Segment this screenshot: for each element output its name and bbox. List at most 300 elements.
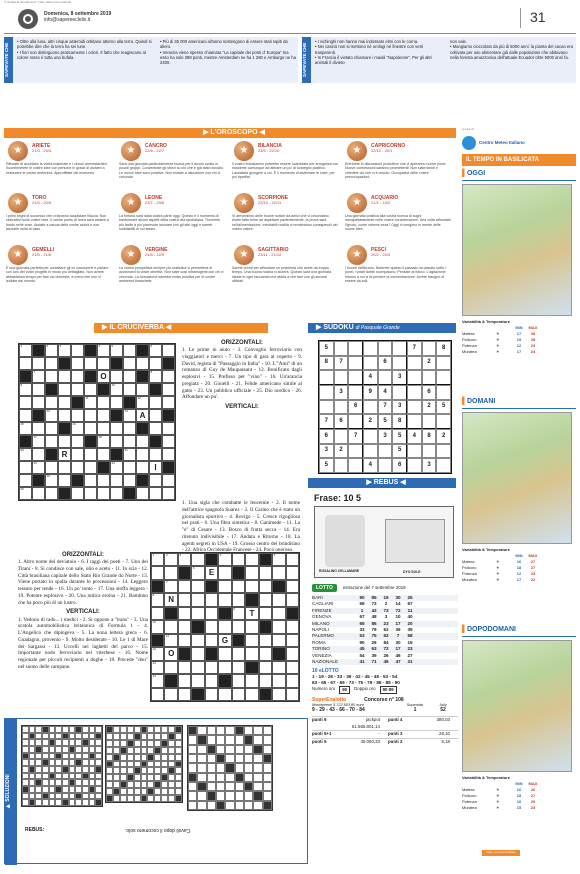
crossword-cell[interactable] — [97, 487, 110, 500]
crossword-cell[interactable] — [245, 674, 258, 687]
sudoku-cell[interactable] — [407, 370, 422, 385]
crossword-cell[interactable]: 5 — [110, 344, 123, 357]
crossword-cell[interactable] — [136, 461, 149, 474]
crossword-cell[interactable]: 4 — [97, 344, 110, 357]
crossword-cell[interactable] — [259, 634, 272, 647]
sudoku-cell[interactable]: 6 — [422, 385, 437, 400]
sudoku-cell[interactable] — [422, 341, 437, 356]
sudoku-cell[interactable] — [407, 444, 422, 459]
crossword-cell[interactable] — [45, 487, 58, 500]
crossword-cell[interactable] — [110, 487, 123, 500]
crossword-cell[interactable] — [205, 634, 218, 647]
crossword-cell[interactable] — [245, 688, 258, 701]
crossword-cell[interactable] — [191, 607, 204, 620]
crossword-cell[interactable]: 21 — [123, 448, 136, 461]
crossword-cell[interactable]: 13 — [45, 409, 58, 422]
crossword-cell[interactable] — [272, 688, 285, 701]
sudoku-cell[interactable] — [319, 385, 334, 400]
crossword-cell[interactable] — [178, 674, 191, 687]
crossword-grid-2[interactable] — [150, 552, 300, 702]
sudoku-cell[interactable] — [348, 444, 363, 459]
crossword-cell[interactable] — [45, 461, 58, 474]
sudoku-cell[interactable] — [334, 429, 349, 444]
crossword-cell[interactable] — [178, 580, 191, 593]
crossword-cell[interactable] — [286, 661, 299, 674]
crossword-cell[interactable] — [232, 580, 245, 593]
crossword-cell[interactable]: 17 — [32, 435, 45, 448]
crossword-cell[interactable] — [245, 553, 258, 566]
crossword-cell[interactable] — [123, 370, 136, 383]
crossword-cell[interactable] — [178, 620, 191, 633]
crossword-cell[interactable]: 5 — [272, 553, 285, 566]
crossword-cell[interactable] — [162, 383, 175, 396]
crossword-cell[interactable] — [97, 396, 110, 409]
crossword-cell[interactable] — [84, 357, 97, 370]
crossword-cell[interactable] — [136, 357, 149, 370]
crossword-cell[interactable] — [286, 620, 299, 633]
sudoku-cell[interactable] — [407, 458, 422, 473]
crossword-cell[interactable] — [32, 422, 45, 435]
crossword-cell[interactable]: 23 — [32, 461, 45, 474]
crossword-cell[interactable]: 11 — [84, 396, 97, 409]
crossword-cell[interactable]: 3 — [58, 344, 71, 357]
crossword-cell[interactable] — [110, 396, 123, 409]
sudoku-cell[interactable] — [334, 370, 349, 385]
crossword-cell[interactable] — [286, 566, 299, 579]
crossword-cell[interactable] — [286, 688, 299, 701]
crossword-cell[interactable]: 7 — [164, 580, 177, 593]
crossword-cell[interactable] — [272, 607, 285, 620]
crossword-cell[interactable]: 11 — [164, 634, 177, 647]
crossword-cell[interactable] — [32, 487, 45, 500]
crossword-cell[interactable] — [32, 357, 45, 370]
crossword-cell[interactable] — [286, 647, 299, 660]
crossword-cell[interactable] — [191, 647, 204, 660]
sudoku-cell[interactable] — [378, 341, 393, 356]
crossword-cell[interactable] — [97, 357, 110, 370]
crossword-cell[interactable] — [191, 661, 204, 674]
crossword-cell[interactable] — [110, 370, 123, 383]
sudoku-cell[interactable]: 7 — [407, 341, 422, 356]
crossword-cell[interactable] — [149, 396, 162, 409]
crossword-cell[interactable] — [45, 422, 58, 435]
crossword-cell[interactable] — [218, 688, 231, 701]
crossword-cell[interactable]: 10 — [110, 383, 123, 396]
crossword-cell[interactable] — [259, 593, 272, 606]
sudoku-cell[interactable]: 2 — [436, 429, 451, 444]
crossword-cell[interactable] — [164, 620, 177, 633]
crossword-cell[interactable] — [149, 409, 162, 422]
sudoku-cell[interactable]: 3 — [334, 385, 349, 400]
crossword-cell[interactable]: 14 — [151, 674, 164, 687]
crossword-cell[interactable] — [84, 422, 97, 435]
crossword-cell[interactable] — [151, 607, 164, 620]
crossword-cell[interactable] — [191, 674, 204, 687]
crossword-cell[interactable] — [205, 620, 218, 633]
crossword-cell[interactable] — [58, 435, 71, 448]
crossword-cell[interactable]: R — [58, 448, 71, 461]
crossword-cell[interactable] — [71, 370, 84, 383]
sudoku-cell[interactable] — [436, 444, 451, 459]
sudoku-cell[interactable]: 8 — [422, 429, 437, 444]
crossword-cell[interactable]: O — [164, 647, 177, 660]
crossword-cell[interactable] — [218, 661, 231, 674]
crossword-cell[interactable]: 24 — [110, 461, 123, 474]
crossword-cell[interactable]: 16 — [71, 422, 84, 435]
sudoku-cell[interactable] — [334, 341, 349, 356]
sudoku-cell[interactable] — [436, 414, 451, 429]
sudoku-cell[interactable] — [407, 385, 422, 400]
crossword-cell[interactable] — [178, 634, 191, 647]
crossword-cell[interactable] — [164, 566, 177, 579]
crossword-cell[interactable] — [45, 370, 58, 383]
crossword-cell[interactable] — [149, 487, 162, 500]
crossword-cell[interactable] — [205, 688, 218, 701]
sudoku-cell[interactable] — [378, 370, 393, 385]
crossword-cell[interactable]: 8 — [151, 593, 164, 606]
crossword-cell[interactable] — [164, 661, 177, 674]
crossword-cell[interactable] — [218, 620, 231, 633]
sudoku-cell[interactable]: 8 — [319, 356, 334, 371]
crossword-cell[interactable]: 7 — [32, 370, 45, 383]
sudoku-cell[interactable]: 4 — [407, 429, 422, 444]
crossword-grid-1[interactable] — [18, 343, 176, 501]
crossword-cell[interactable] — [71, 435, 84, 448]
crossword-cell[interactable]: O — [97, 370, 110, 383]
sudoku-cell[interactable] — [392, 341, 407, 356]
crossword-cell[interactable]: 1 — [19, 344, 32, 357]
sudoku-cell[interactable]: 5 — [392, 444, 407, 459]
crossword-cell[interactable] — [71, 448, 84, 461]
crossword-cell[interactable] — [149, 448, 162, 461]
sudoku-cell[interactable]: 6 — [392, 458, 407, 473]
crossword-cell[interactable] — [84, 448, 97, 461]
crossword-cell[interactable] — [19, 409, 32, 422]
sudoku-cell[interactable]: 5 — [392, 429, 407, 444]
crossword-cell[interactable] — [84, 409, 97, 422]
crossword-cell[interactable] — [58, 383, 71, 396]
crossword-cell[interactable] — [32, 396, 45, 409]
crossword-cell[interactable] — [151, 566, 164, 579]
crossword-cell[interactable]: 2 — [45, 344, 58, 357]
sudoku-cell[interactable]: 7 — [319, 414, 334, 429]
sudoku-cell[interactable] — [363, 400, 378, 415]
sudoku-cell[interactable]: 7 — [348, 429, 363, 444]
crossword-cell[interactable] — [84, 461, 97, 474]
crossword-cell[interactable] — [19, 461, 32, 474]
crossword-cell[interactable] — [245, 647, 258, 660]
crossword-cell[interactable] — [286, 674, 299, 687]
crossword-cell[interactable]: E — [205, 566, 218, 579]
crossword-cell[interactable] — [136, 487, 149, 500]
crossword-cell[interactable] — [286, 580, 299, 593]
sudoku-cell[interactable] — [422, 370, 437, 385]
sudoku-cell[interactable]: 5 — [436, 400, 451, 415]
sudoku-cell[interactable] — [407, 356, 422, 371]
crossword-cell[interactable] — [123, 383, 136, 396]
sudoku-cell[interactable] — [348, 458, 363, 473]
crossword-cell[interactable] — [123, 435, 136, 448]
crossword-cell[interactable]: 10 — [151, 620, 164, 633]
crossword-cell[interactable]: 6 — [149, 344, 162, 357]
sudoku-cell[interactable]: 5 — [319, 458, 334, 473]
crossword-cell[interactable] — [149, 357, 162, 370]
crossword-cell[interactable]: 14 — [123, 409, 136, 422]
sudoku-cell[interactable] — [436, 370, 451, 385]
crossword-cell[interactable] — [162, 370, 175, 383]
sudoku-cell[interactable]: 3 — [378, 429, 393, 444]
sudoku-cell[interactable]: 8 — [436, 341, 451, 356]
crossword-cell[interactable]: 20 — [19, 448, 32, 461]
sudoku-cell[interactable] — [407, 414, 422, 429]
sudoku-cell[interactable] — [319, 370, 334, 385]
crossword-cell[interactable] — [259, 580, 272, 593]
crossword-cell[interactable] — [232, 553, 245, 566]
crossword-cell[interactable] — [162, 344, 175, 357]
crossword-cell[interactable] — [84, 487, 97, 500]
crossword-cell[interactable] — [71, 357, 84, 370]
crossword-cell[interactable] — [286, 593, 299, 606]
crossword-cell[interactable]: 12 — [151, 647, 164, 660]
sudoku-cell[interactable] — [436, 458, 451, 473]
crossword-cell[interactable] — [71, 344, 84, 357]
sudoku-cell[interactable] — [363, 341, 378, 356]
sudoku-cell[interactable]: 3 — [392, 400, 407, 415]
crossword-cell[interactable] — [191, 634, 204, 647]
crossword-cell[interactable] — [205, 593, 218, 606]
crossword-cell[interactable]: 6 — [191, 566, 204, 579]
crossword-cell[interactable] — [149, 474, 162, 487]
crossword-cell[interactable] — [218, 580, 231, 593]
crossword-cell[interactable] — [218, 566, 231, 579]
solution-cell — [168, 774, 175, 781]
sudoku-cell[interactable] — [334, 458, 349, 473]
crossword-cell[interactable]: 3 — [178, 553, 191, 566]
sudoku-cell[interactable]: 2 — [422, 400, 437, 415]
sudoku-cell[interactable]: 2 — [422, 356, 437, 371]
crossword-cell[interactable] — [272, 620, 285, 633]
crossword-cell[interactable] — [97, 474, 110, 487]
sudoku-cell[interactable]: 4 — [363, 370, 378, 385]
crossword-cell[interactable] — [19, 474, 32, 487]
crossword-cell[interactable] — [205, 607, 218, 620]
crossword-cell[interactable] — [162, 422, 175, 435]
sudoku-cell[interactable]: 6 — [319, 429, 334, 444]
sudoku-cell[interactable]: 6 — [334, 414, 349, 429]
crossword-cell[interactable] — [110, 435, 123, 448]
sudoku-cell[interactable]: 3 — [422, 458, 437, 473]
sudoku-cell[interactable] — [348, 370, 363, 385]
sudoku-cell[interactable] — [348, 385, 363, 400]
crossword-cell[interactable]: 9 — [19, 383, 32, 396]
crossword-cell[interactable]: 9 — [232, 607, 245, 620]
crossword-cell[interactable] — [84, 474, 97, 487]
crossword-cell[interactable] — [259, 661, 272, 674]
sudoku-cell[interactable] — [392, 356, 407, 371]
crossword-cell[interactable] — [45, 435, 58, 448]
crossword-cell[interactable] — [123, 474, 136, 487]
crossword-cell[interactable] — [272, 661, 285, 674]
crossword-cell[interactable] — [97, 448, 110, 461]
crossword-cell[interactable]: 18 — [97, 435, 110, 448]
sudoku-cell[interactable] — [334, 400, 349, 415]
orizzontali-clues: 1. Le prime in aiuto - 3. Convoglio ferroviario con viaggiatori e merci - 7. Un tipo di gara al coperto - 9. David, regista di "Passaggio in India" - 10. L'"Ami" di un romanzo di Guy de Maupassant - 12. Bonificato dagli esplosivi - 15. Prefisso per "vino" - 16. Un'arancia pregiata - 20. Gioielli - 21. Felide americano simile al gatto - 23. Un pubblico ufficiale - 25. Dio nordico - 26. Affondare un po'. — [182, 347, 302, 401]
crossword-cell[interactable] — [218, 593, 231, 606]
sudoku-cell[interactable] — [348, 414, 363, 429]
crossword-cell[interactable]: N — [164, 593, 177, 606]
sudoku-cell[interactable]: 8 — [392, 414, 407, 429]
crossword-cell[interactable] — [162, 435, 175, 448]
crossword-cell[interactable] — [232, 593, 245, 606]
crossword-cell[interactable] — [245, 634, 258, 647]
crossword-cell[interactable] — [151, 688, 164, 701]
crossword-cell[interactable]: I — [149, 461, 162, 474]
crossword-cell[interactable] — [286, 553, 299, 566]
crossword-cell[interactable] — [45, 396, 58, 409]
sudoku-cell[interactable]: 7 — [334, 356, 349, 371]
crossword-cell[interactable] — [178, 661, 191, 674]
sudoku-cell[interactable]: 6 — [378, 356, 393, 371]
crossword-cell[interactable] — [58, 474, 71, 487]
crossword-cell[interactable] — [71, 409, 84, 422]
crossword-cell[interactable] — [123, 344, 136, 357]
crossword-cell[interactable] — [232, 661, 245, 674]
crossword-cell[interactable] — [97, 422, 110, 435]
sudoku-cell[interactable] — [378, 458, 393, 473]
crossword-cell[interactable] — [205, 661, 218, 674]
crossword-cell[interactable] — [162, 487, 175, 500]
crossword-cell[interactable] — [32, 383, 45, 396]
sudoku-cell[interactable]: 9 — [363, 385, 378, 400]
crossword-cell[interactable] — [178, 607, 191, 620]
sudoku-cell[interactable] — [348, 356, 363, 371]
crossword-cell[interactable] — [58, 409, 71, 422]
crossword-cell[interactable] — [272, 674, 285, 687]
crossword-cell[interactable] — [162, 474, 175, 487]
crossword-cell[interactable] — [245, 566, 258, 579]
crossword-cell[interactable] — [162, 448, 175, 461]
crossword-cell[interactable] — [259, 566, 272, 579]
sudoku-cell[interactable] — [319, 400, 334, 415]
crossword-cell[interactable]: 13 — [151, 661, 164, 674]
crossword-cell[interactable] — [178, 688, 191, 701]
crossword-cell[interactable] — [218, 647, 231, 660]
crossword-cell[interactable] — [136, 435, 149, 448]
crossword-cell[interactable] — [232, 674, 245, 687]
sudoku-cell[interactable]: 4 — [378, 385, 393, 400]
crossword-cell[interactable] — [58, 370, 71, 383]
sudoku-cell[interactable] — [392, 385, 407, 400]
crossword-cell[interactable] — [245, 580, 258, 593]
crossword-cell[interactable] — [97, 409, 110, 422]
crossword-cell[interactable] — [178, 593, 191, 606]
crossword-cell[interactable] — [84, 383, 97, 396]
crossword-cell[interactable] — [32, 448, 45, 461]
sudoku-cell[interactable] — [422, 414, 437, 429]
crossword-cell[interactable] — [110, 474, 123, 487]
crossword-cell[interactable]: 26 — [19, 487, 32, 500]
sudoku-cell[interactable] — [436, 356, 451, 371]
crossword-cell[interactable] — [136, 448, 149, 461]
sudoku-cell[interactable] — [378, 444, 393, 459]
crossword-cell[interactable]: A — [136, 409, 149, 422]
header-email[interactable]: info@sapereeclelix.it — [44, 17, 91, 23]
crossword-cell[interactable] — [123, 461, 136, 474]
crossword-cell[interactable] — [259, 607, 272, 620]
sudoku-cell[interactable]: 6 — [348, 400, 363, 415]
crossword-cell[interactable] — [110, 422, 123, 435]
crossword-cell[interactable] — [259, 674, 272, 687]
sudoku-cell[interactable] — [436, 385, 451, 400]
sudoku-cell[interactable]: 5 — [378, 414, 393, 429]
crossword-cell[interactable] — [58, 461, 71, 474]
sudoku-cell[interactable]: 5 — [319, 341, 334, 356]
sudoku-cell[interactable] — [363, 444, 378, 459]
crossword-cell[interactable]: 4 — [218, 553, 231, 566]
crossword-cell[interactable]: 12 — [136, 396, 149, 409]
sudoku-grid[interactable] — [318, 340, 452, 474]
crossword-cell[interactable] — [191, 593, 204, 606]
crossword-cell[interactable] — [191, 553, 204, 566]
crossword-cell[interactable] — [123, 357, 136, 370]
sudoku-cell[interactable] — [348, 341, 363, 356]
crossword-cell[interactable] — [272, 566, 285, 579]
crossword-cell[interactable] — [123, 422, 136, 435]
crossword-cell[interactable]: 2 — [164, 553, 177, 566]
crossword-cell[interactable]: G — [218, 634, 231, 647]
crossword-cell[interactable] — [71, 383, 84, 396]
verticali-clues-text: 1. Una sigla che combatte le leucemie - 2. Il nome dell'attrice spagnola Suarez - 3. Il Carino che è stato un giornalista sportivo - 4. Rovigo - 5. Cresce rigogliosa nei prati - 6. Una fibra sintetica - 8. Ganimede - 11. La "e" di Cesare - 13. Bosco di frutta secca - 14. Era ritenuto indivisibile - 17. Andata e Ritorno - 18. La agenti segreti in USA - 19. Grosso centro del brindisino - 22. Africa Occidentale Francese - 24. Poco onoroso. — [182, 500, 300, 554]
crossword-cell[interactable] — [19, 357, 32, 370]
crossword-cell[interactable]: 25 — [45, 474, 58, 487]
crossword-cell[interactable] — [191, 580, 204, 593]
sudoku-cell[interactable]: 2 — [363, 414, 378, 429]
sudoku-cell[interactable] — [363, 356, 378, 371]
crossword-cell[interactable] — [205, 674, 218, 687]
crossword-cell[interactable] — [272, 634, 285, 647]
crossword-cell[interactable] — [19, 396, 32, 409]
sudoku-cell[interactable]: 3 — [392, 370, 407, 385]
sudoku-cell[interactable] — [407, 400, 422, 415]
crossword-cell[interactable] — [45, 357, 58, 370]
crossword-cell[interactable] — [162, 396, 175, 409]
crossword-cell[interactable]: 15 — [19, 422, 32, 435]
sudoku-cell[interactable]: 4 — [363, 458, 378, 473]
sudoku-cell[interactable]: 7 — [378, 400, 393, 415]
crossword-cell[interactable]: 1 — [151, 553, 164, 566]
crossword-cell[interactable] — [245, 620, 258, 633]
crossword-cell[interactable] — [164, 688, 177, 701]
crossword-cell[interactable] — [71, 461, 84, 474]
crossword-cell[interactable] — [71, 487, 84, 500]
sudoku-cell[interactable]: 2 — [334, 444, 349, 459]
sudoku-cell[interactable]: 3 — [319, 444, 334, 459]
crossword-cell[interactable] — [232, 647, 245, 660]
crossword-cell[interactable] — [136, 383, 149, 396]
crossword-cell[interactable] — [232, 688, 245, 701]
crossword-cell[interactable] — [149, 422, 162, 435]
crossword-cell[interactable]: 8 — [149, 370, 162, 383]
crossword-cell[interactable] — [232, 620, 245, 633]
crossword-cell[interactable] — [58, 396, 71, 409]
sudoku-cell[interactable] — [422, 444, 437, 459]
crossword-cell[interactable] — [259, 647, 272, 660]
crossword-cell[interactable] — [272, 593, 285, 606]
sudoku-cell[interactable] — [363, 429, 378, 444]
crossword-cell[interactable]: T — [245, 607, 258, 620]
crossword-cell[interactable] — [286, 634, 299, 647]
rebus-illustration — [314, 506, 454, 578]
